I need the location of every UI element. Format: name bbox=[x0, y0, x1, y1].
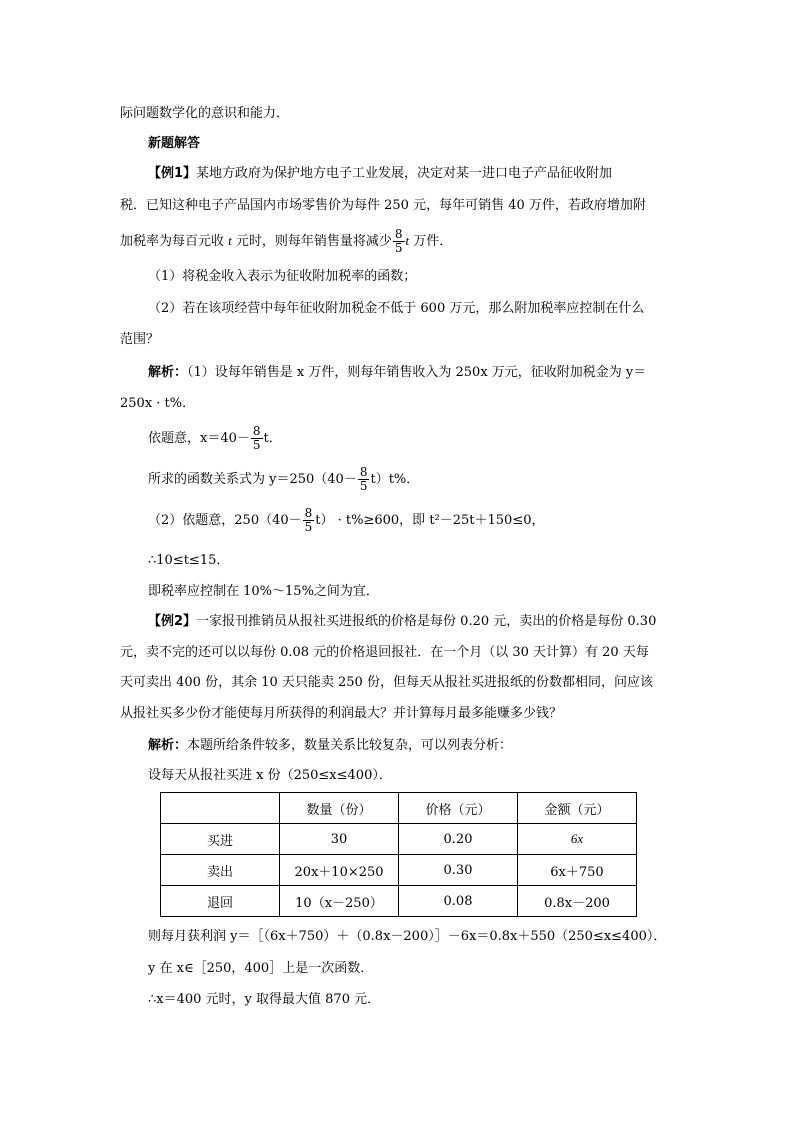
example1-l3-post: 万件． bbox=[409, 234, 453, 249]
example1-sol-l6: ∴10≤t≤15． bbox=[148, 553, 230, 568]
table-header-row bbox=[161, 793, 637, 824]
table-cell: 20x＋10×250 bbox=[280, 855, 399, 886]
sol-l3-post: t． bbox=[263, 431, 282, 446]
example2-sol-l5: ∴x＝400 元时，y 取得最大值 870 元． bbox=[148, 992, 381, 1007]
example2-tag: 【例2】 bbox=[148, 614, 197, 629]
sol-l4-post: t）t%． bbox=[370, 472, 420, 487]
example1-problem-line3 bbox=[120, 226, 452, 256]
table-header-cell bbox=[161, 793, 280, 824]
table-cell: 买进 bbox=[161, 824, 280, 855]
analysis-table bbox=[160, 792, 637, 917]
sol-l5-post: t） · t%≥600，即 t²－25t＋150≤0， bbox=[315, 513, 545, 528]
table-cell: 0.20 bbox=[399, 824, 518, 855]
example1-sol-label: 解析： bbox=[148, 365, 188, 380]
example2-problem-line4: 从报社买多少份才能使每月所获得的利润最大？并计算每月最多能赚多少钱？ bbox=[120, 706, 563, 721]
frac-den: 5 bbox=[304, 520, 313, 534]
table-header-cell: 数量（份） bbox=[280, 793, 399, 824]
frac-num: 8 bbox=[252, 424, 261, 438]
frac-num: 8 bbox=[304, 506, 313, 520]
table-header-cell: 价格（元） bbox=[399, 793, 518, 824]
frac-den: 5 bbox=[252, 438, 261, 452]
table-cell: 10（x－250） bbox=[280, 886, 399, 917]
example1-q2-line2: 范围？ bbox=[120, 332, 160, 347]
example2-sol-l2: 设每天从报社买进 x 份（250≤x≤400）． bbox=[148, 768, 392, 783]
example2-sol-l3: 则每月获利润 y＝［（6x＋750）＋（0.8x－200）］－6x＝0.8x＋550（250≤x≤400）． bbox=[148, 929, 667, 944]
example2-problem-line1: 一家报刊推销员从报社买进报纸的价格是每份 0.20 元，卖出的价格是每份 0.30 bbox=[196, 614, 657, 629]
example1-l3-mid: 元时，则每年销售量将减少 bbox=[231, 234, 392, 249]
example1-sol-l2: 250x · t%． bbox=[120, 396, 196, 411]
example1-sol-l4 bbox=[148, 465, 419, 495]
example1-sol-l3 bbox=[148, 424, 282, 454]
table-cell: 6x bbox=[518, 824, 637, 855]
fraction-8-5 bbox=[358, 466, 370, 493]
example1-line1 bbox=[148, 165, 612, 183]
example1-solution-line1 bbox=[148, 364, 646, 382]
fraction-8-5 bbox=[251, 425, 263, 452]
example2-problem-line2: 元，卖不完的还可以以每份 0.08 元的价格退回报社．在一个月（以 30 天计算）有 20 天每 bbox=[120, 645, 649, 660]
example2-solution-line1 bbox=[148, 737, 512, 755]
example1-q2-line1: （2）若在该项经营中每年征收附加税金不低于 600 万元，那么附加税率应控制在什么 bbox=[148, 301, 645, 316]
table-cell: 0.08 bbox=[399, 886, 518, 917]
example2-problem-line3: 天可卖出 400 份，其余 10 天只能卖 250 份，但每天从报社买进报纸的份数都相同，问应该 bbox=[120, 675, 653, 690]
example2-sol-label: 解析： bbox=[148, 738, 188, 753]
sol-l5-pre: （2）依题意，250（40－ bbox=[148, 513, 302, 528]
table-cell: 30 bbox=[280, 824, 399, 855]
fraction-8-5 bbox=[393, 228, 405, 255]
example1-problem-line1: 某地方政府为保护地方电子工业发展，决定对某一进口电子产品征收附加 bbox=[196, 166, 613, 181]
table-row bbox=[161, 824, 637, 855]
table-cell: 6x＋750 bbox=[518, 855, 637, 886]
example1-sol-l1: （1）设每年销售是 x 万件，则每年销售收入为 250x 万元，征收附加税金为 y＝ bbox=[187, 365, 647, 380]
example2-sol-l1: 本题所给条件较多，数量关系比较复杂，可以列表分析： bbox=[187, 738, 513, 753]
table-row bbox=[161, 886, 637, 917]
table-cell: 0.8x－200 bbox=[518, 886, 637, 917]
frac-num: 8 bbox=[359, 465, 368, 479]
example1-tag: 【例1】 bbox=[148, 166, 197, 181]
example1-l3-var: t bbox=[228, 233, 232, 248]
frac-den: 5 bbox=[394, 241, 403, 255]
table-cell: 退回 bbox=[161, 886, 280, 917]
example1-q1: （1）将税金收入表示为征收附加税率的函数； bbox=[148, 269, 417, 284]
frac-num: 8 bbox=[394, 227, 403, 241]
table-header-cell: 金额（元） bbox=[518, 793, 637, 824]
table-cell: 卖出 bbox=[161, 855, 280, 886]
example1-l3-pre: 加税率为每百元收 bbox=[120, 234, 229, 249]
example1-sol-l5 bbox=[148, 506, 545, 536]
frac-den: 5 bbox=[359, 479, 368, 493]
example1-problem-line2: 税．已知这种电子产品国内市场零售价为每件 250 元，每年可销售 40 万件，若政府增加附 bbox=[120, 198, 646, 213]
section-heading: 新题解答 bbox=[148, 136, 201, 151]
sol-l4-pre: 所求的函数关系式为 y＝250（40－ bbox=[148, 472, 357, 487]
example2-sol-l4: y 在 x∈［250，400］上是一次函数． bbox=[148, 961, 374, 976]
table-row bbox=[161, 855, 637, 886]
example1-l3-var2: t bbox=[405, 233, 410, 248]
sol-l3-pre: 依题意，x＝40－ bbox=[148, 431, 250, 446]
intro-tail: 际问题数学化的意识和能力． bbox=[120, 106, 290, 121]
example1-sol-l7: 即税率应控制在 10%～15%之间为宜． bbox=[148, 584, 379, 599]
table-cell: 0.30 bbox=[399, 855, 518, 886]
example2-line1 bbox=[148, 613, 656, 631]
fraction-8-5 bbox=[303, 507, 315, 534]
